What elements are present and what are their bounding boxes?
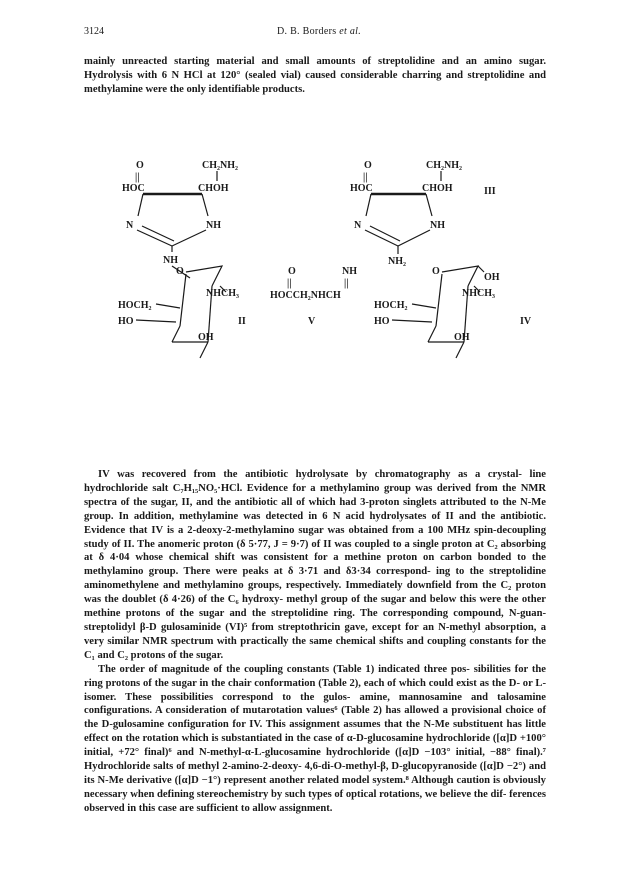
text-line: and the streptolidine ring. The corresponding compound, N-guan-streptolidyl β-D: [84, 608, 546, 633]
v-formula: HOCCH₂NHCH: [270, 290, 341, 301]
running-title: [84, 26, 554, 37]
compound-label-II: II: [238, 316, 246, 327]
ho-IV: HO: [374, 316, 390, 327]
choh-left: CHOH: [198, 183, 229, 194]
text-line: ing to the streptolidine aminomethylene and methylamino groups, respectively.: [84, 566, 546, 592]
v-dbl-2: ||: [344, 278, 349, 289]
text-line: Immediately downfield from the C₂ proton was the doublet (δ 4·26) of the C₆ hydroxy-: [84, 580, 546, 606]
sugar-II: [118, 266, 246, 358]
text-line: gulosaminide (VI)⁵ from streptothricin gave, except for an N-methyl absorption, a: [160, 621, 546, 633]
top-paragraph-text: [84, 55, 546, 97]
bond: [202, 194, 208, 216]
bond: [398, 230, 430, 246]
text-line: sugar. Hydrolysis with 6 N HCl at 120° (sealed vial) caused considerable charring and: [84, 56, 546, 81]
ring-o-IV: O: [432, 266, 440, 277]
chemical-structures-figure: [80, 146, 560, 466]
carbonyl-o-III: O: [364, 160, 372, 171]
oh-IV: OH: [454, 332, 470, 343]
text-line: streptolidine and methylamine were the only identifiable products.: [84, 69, 546, 95]
compound-label-IV: IV: [520, 316, 532, 327]
bond: [186, 266, 222, 286]
choh-III: CHOH: [422, 183, 453, 194]
hoch2-IV: HOCH₂: [374, 300, 408, 311]
text-line: ([α]D +100° initial, +72° final)⁶ and N-methyl-α-L-glucosamine hydrochloride: [84, 733, 546, 759]
ring-o-II: O: [176, 266, 184, 277]
bond: [412, 304, 436, 308]
text-line: bonded to the methylamino group. There were peaks at δ 3·71 and δ3·34 correspond-: [84, 552, 546, 578]
bond: [200, 342, 208, 358]
v-o: O: [288, 266, 296, 277]
text-line: II. The anomeric proton (δ 5·77, J = 9·7) of II was coupled to a single proton at C₂: [123, 538, 498, 550]
guanidine-nh2-III: NH₂: [388, 256, 406, 267]
hoc-left: HOC: [122, 183, 145, 194]
page-number: 3124: [84, 26, 104, 37]
guanidine-nh-left: NH: [163, 255, 178, 266]
body-text: [84, 468, 546, 816]
text-line: very similar NMR spectrum with practically the same chemical shifts and coupling: [84, 635, 466, 647]
bond: [436, 274, 442, 326]
text-line: rotation which is substantiated in the case of α-D-glucosamine hydrochloride: [142, 733, 491, 745]
text-line: values⁶ (Table 2) has allowed a provisional choice of the D-gulosamine configuration: [84, 705, 547, 731]
bond: [172, 230, 206, 246]
bond: [156, 304, 180, 308]
bond: [392, 320, 432, 322]
text-line: 4,6-di-O-methyl-β, D-glucopyranoside ([α]D −2°) and its N-Me derivative ([α]D −1°): [84, 761, 547, 786]
ring-n-left: N: [126, 220, 134, 231]
body-paragraph-2: [84, 663, 546, 816]
sugar-IV: [374, 266, 532, 358]
text-line: methyl group of the sugar and below this were the other methine protons of the sugar: [84, 594, 546, 620]
text-line: ([α]D −103° initial, −88° final).⁷ Hydrochloride salts of methyl 2-amino-2-deoxy-: [84, 747, 546, 773]
bond: [456, 342, 464, 358]
bond: [370, 226, 400, 241]
v-dbl-1: ||: [287, 278, 292, 289]
text-line: absorbing at δ 4·04 whose chemical shift was consistent for a methine proton on carbon: [84, 538, 546, 564]
text-line: mainly unreacted starting material and small amounts of streptolidine and an amino: [84, 56, 513, 67]
structures-svg: [80, 146, 560, 466]
running-header: [84, 26, 554, 42]
text-line: amine, mannosamine and talosamine configurations. A consideration of mutarotation: [84, 691, 546, 717]
bond: [136, 320, 176, 322]
hoc-III: HOC: [350, 183, 373, 194]
running-author: D. B. Borders: [276, 26, 337, 37]
bond: [428, 326, 436, 342]
text-line: 3-proton singlets attributed to the N-Me group. In addition, methylamine was: [84, 496, 546, 522]
top-paragraph: [84, 55, 546, 97]
ch2nh2-left: CH₂NH₂: [202, 160, 238, 171]
bond: [142, 226, 174, 241]
compound-label-V: V: [308, 316, 316, 327]
bond: [180, 274, 186, 326]
bond: [172, 326, 180, 342]
text-line: detected in 6 N acid hydrolysates of II and the antibiotic. Evidence that IV is a: [84, 510, 546, 536]
text-line: 2-deoxy-2-methylamino sugar was obtained from a 100 MHz spin-decoupling study of: [84, 524, 546, 550]
ho-II: HO: [118, 316, 134, 327]
streptolidine-III: [350, 160, 496, 267]
text-line: for IV. This assignment assumes that the N-Me substituent has little effect on the: [84, 719, 547, 745]
text-line: when defining stereochemistry by such types of optical rotations, we believe the dif-: [130, 788, 507, 800]
bond: [426, 194, 432, 216]
bond: [442, 266, 478, 286]
text-line: IV was recovered from the antibiotic hydrolysate by chromatography as a crystal-: [98, 469, 522, 480]
double-bond-left: ||: [135, 172, 140, 183]
text-line: constants for the C₁ and C₂ protons of the sugar.: [84, 635, 546, 661]
body-paragraph-1: [84, 468, 546, 663]
bond: [138, 194, 143, 216]
nhch3-II: NHCH₃: [206, 288, 239, 299]
streptolidine-left: [122, 160, 238, 278]
ring-nh-III: NH: [430, 220, 445, 231]
double-bond-III: ||: [363, 172, 368, 183]
carbonyl-o-left: O: [136, 160, 144, 171]
nhch3-IV: NHCH₃: [462, 288, 495, 299]
text-line: derived from the NMR spectra of the sugar, II, and the antibiotic all of which had: [84, 482, 547, 508]
hoch2-II: HOCH₂: [118, 300, 152, 311]
text-line: line hydrochloride salt C₇H₁₅NO₅·HCl. Evidence for a methylamino group was: [84, 469, 547, 494]
text-line: which could exist as the D- or L-isomer. These possibilities correspond to the gulos-: [84, 677, 546, 703]
oh-II: OH: [198, 332, 214, 343]
bond: [366, 194, 371, 216]
text-line: sibilities for the ring protons of the sugar in the chair conformation (Table 2), each of: [84, 663, 546, 689]
compound-label-III: III: [484, 186, 496, 197]
text-line: ferences observed in this case are sufficient to allow assignment.: [84, 788, 546, 814]
v-nh: NH: [342, 266, 357, 277]
text-line: represent another related model system.⁸ Although caution is obviously necessary: [84, 774, 546, 800]
text-line: The order of magnitude of the coupling constants (Table 1) indicated three pos-: [98, 663, 470, 675]
ch2nh2-III: CH₂NH₂: [426, 160, 462, 171]
compound-V: [270, 266, 357, 327]
ring-n-III: N: [354, 220, 362, 231]
running-etal: et al.: [339, 26, 362, 37]
anomeric-oh-IV: OH: [484, 272, 500, 283]
ring-nh-left: NH: [206, 220, 221, 231]
